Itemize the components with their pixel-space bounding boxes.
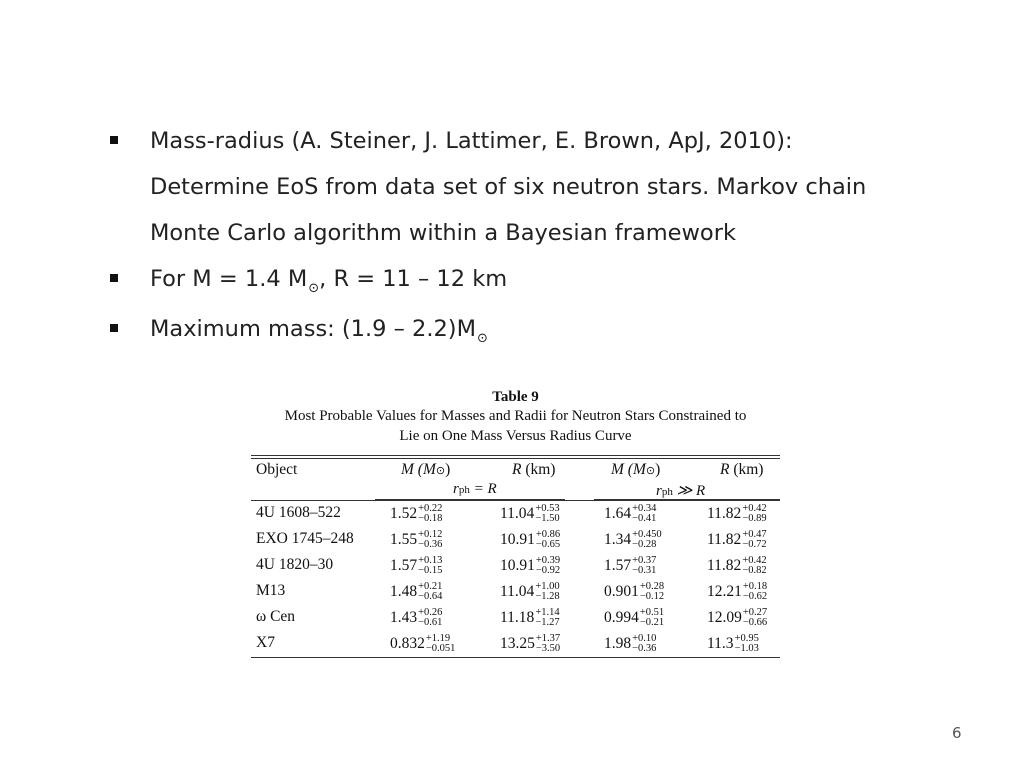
table-header-row bbox=[251, 459, 780, 480]
condition-much-greater: rph ≫ R bbox=[656, 483, 706, 499]
mass-radius-table bbox=[251, 388, 780, 658]
bullet-mass-radius bbox=[110, 118, 930, 256]
radius-value: 11.3 +0.95 −1.03 bbox=[707, 633, 759, 654]
object-name: M13 bbox=[256, 582, 286, 599]
bullet-text: For M = 1.4 M bbox=[150, 266, 308, 292]
bullet-marker bbox=[110, 136, 118, 144]
mass-value: 0.901 +0.28 −0.12 bbox=[604, 581, 665, 602]
table-caption-line: Most Probable Values for Masses and Radii for Neutron Stars Constrained to bbox=[284, 408, 747, 424]
radius-value: 10.91 +0.39 −0.92 bbox=[500, 555, 561, 576]
header-radius-2: R (km) bbox=[720, 461, 764, 478]
table-row bbox=[251, 527, 780, 553]
table-row bbox=[251, 579, 780, 605]
table-row bbox=[251, 553, 780, 579]
mass-value: 1.98 +0.10 −0.36 bbox=[604, 633, 657, 654]
page-number: 6 bbox=[952, 724, 962, 742]
group-rule bbox=[375, 499, 565, 500]
radius-value: 11.82 +0.42 −0.82 bbox=[707, 555, 767, 576]
solar-mass-symbol: ⊙ bbox=[477, 331, 488, 346]
bullet-radius-range bbox=[110, 256, 930, 306]
table-bottom-rule bbox=[251, 657, 780, 658]
header-radius-1: R (km) bbox=[512, 461, 556, 478]
object-name: 4U 1608–522 bbox=[256, 504, 341, 521]
object-name: EXO 1745–248 bbox=[256, 530, 354, 547]
radius-value: 13.25 +1.37 −3.50 bbox=[500, 633, 561, 654]
condition-equal: rph = R bbox=[453, 481, 497, 497]
bullet-list bbox=[110, 118, 930, 356]
mass-value: 1.57 +0.37 −0.31 bbox=[604, 555, 657, 576]
table-title: Table 9 bbox=[492, 389, 539, 405]
mass-value: 1.57 +0.13 −0.15 bbox=[390, 555, 443, 576]
table-row bbox=[251, 501, 780, 527]
mass-value: 1.43 +0.26 −0.61 bbox=[390, 607, 443, 628]
header-object: Object bbox=[256, 461, 298, 478]
bullet-text-line: Mass-radius (A. Steiner, J. Lattimer, E. Brown, ApJ, 2010): bbox=[150, 128, 793, 154]
table-row bbox=[251, 631, 780, 657]
object-name: ω Cen bbox=[256, 608, 296, 625]
object-name: 4U 1820–30 bbox=[256, 556, 334, 573]
radius-value: 11.82 +0.42 −0.89 bbox=[707, 503, 767, 524]
mass-value: 0.994 +0.51 −0.21 bbox=[604, 607, 665, 628]
table-body bbox=[251, 501, 780, 657]
solar-mass-symbol: ⊙ bbox=[308, 281, 320, 296]
mass-value: 0.832 +1.19 −0.051 bbox=[390, 633, 456, 654]
object-name: X7 bbox=[256, 634, 275, 651]
bullet-maximum-mass bbox=[110, 306, 930, 356]
radius-value: 11.04 +1.00 −1.28 bbox=[500, 581, 560, 602]
bullet-marker bbox=[110, 324, 118, 332]
header-mass-2: M (M⊙) bbox=[611, 461, 661, 478]
radius-value: 10.91 +0.86 −0.65 bbox=[500, 529, 561, 550]
radius-value: 12.21 +0.18 −0.62 bbox=[707, 581, 768, 602]
radius-value: 11.82 +0.47 −0.72 bbox=[707, 529, 767, 550]
bullet-text: Maximum mass: (1.9 – 2.2)M bbox=[150, 316, 476, 342]
table-row bbox=[251, 605, 780, 631]
group-rule bbox=[594, 499, 780, 500]
mass-value: 1.64 +0.34 −0.41 bbox=[604, 503, 657, 524]
mass-value: 1.48 +0.21 −0.64 bbox=[390, 581, 443, 602]
table-caption-line: Lie on One Mass Versus Radius Curve bbox=[399, 428, 632, 444]
mass-value: 1.34 +0.450 −0.28 bbox=[604, 529, 662, 550]
bullet-text-line: Determine EoS from data set of six neutron stars. Markov chain bbox=[150, 174, 867, 200]
radius-value: 11.18 +1.14 −1.27 bbox=[500, 607, 560, 628]
bullet-text: , R = 11 – 12 km bbox=[319, 266, 508, 292]
mass-value: 1.55 +0.12 −0.36 bbox=[390, 529, 443, 550]
radius-value: 11.04 +0.53 −1.50 bbox=[500, 503, 560, 524]
mass-value: 1.52 +0.22 −0.18 bbox=[390, 503, 443, 524]
radius-value: 12.09 +0.27 −0.66 bbox=[707, 607, 768, 628]
header-mass-1: M (M⊙) bbox=[401, 461, 451, 478]
table-subheader-row bbox=[251, 480, 780, 500]
bullet-text-line: Monte Carlo algorithm within a Bayesian framework bbox=[150, 220, 736, 246]
bullet-marker bbox=[110, 274, 118, 282]
